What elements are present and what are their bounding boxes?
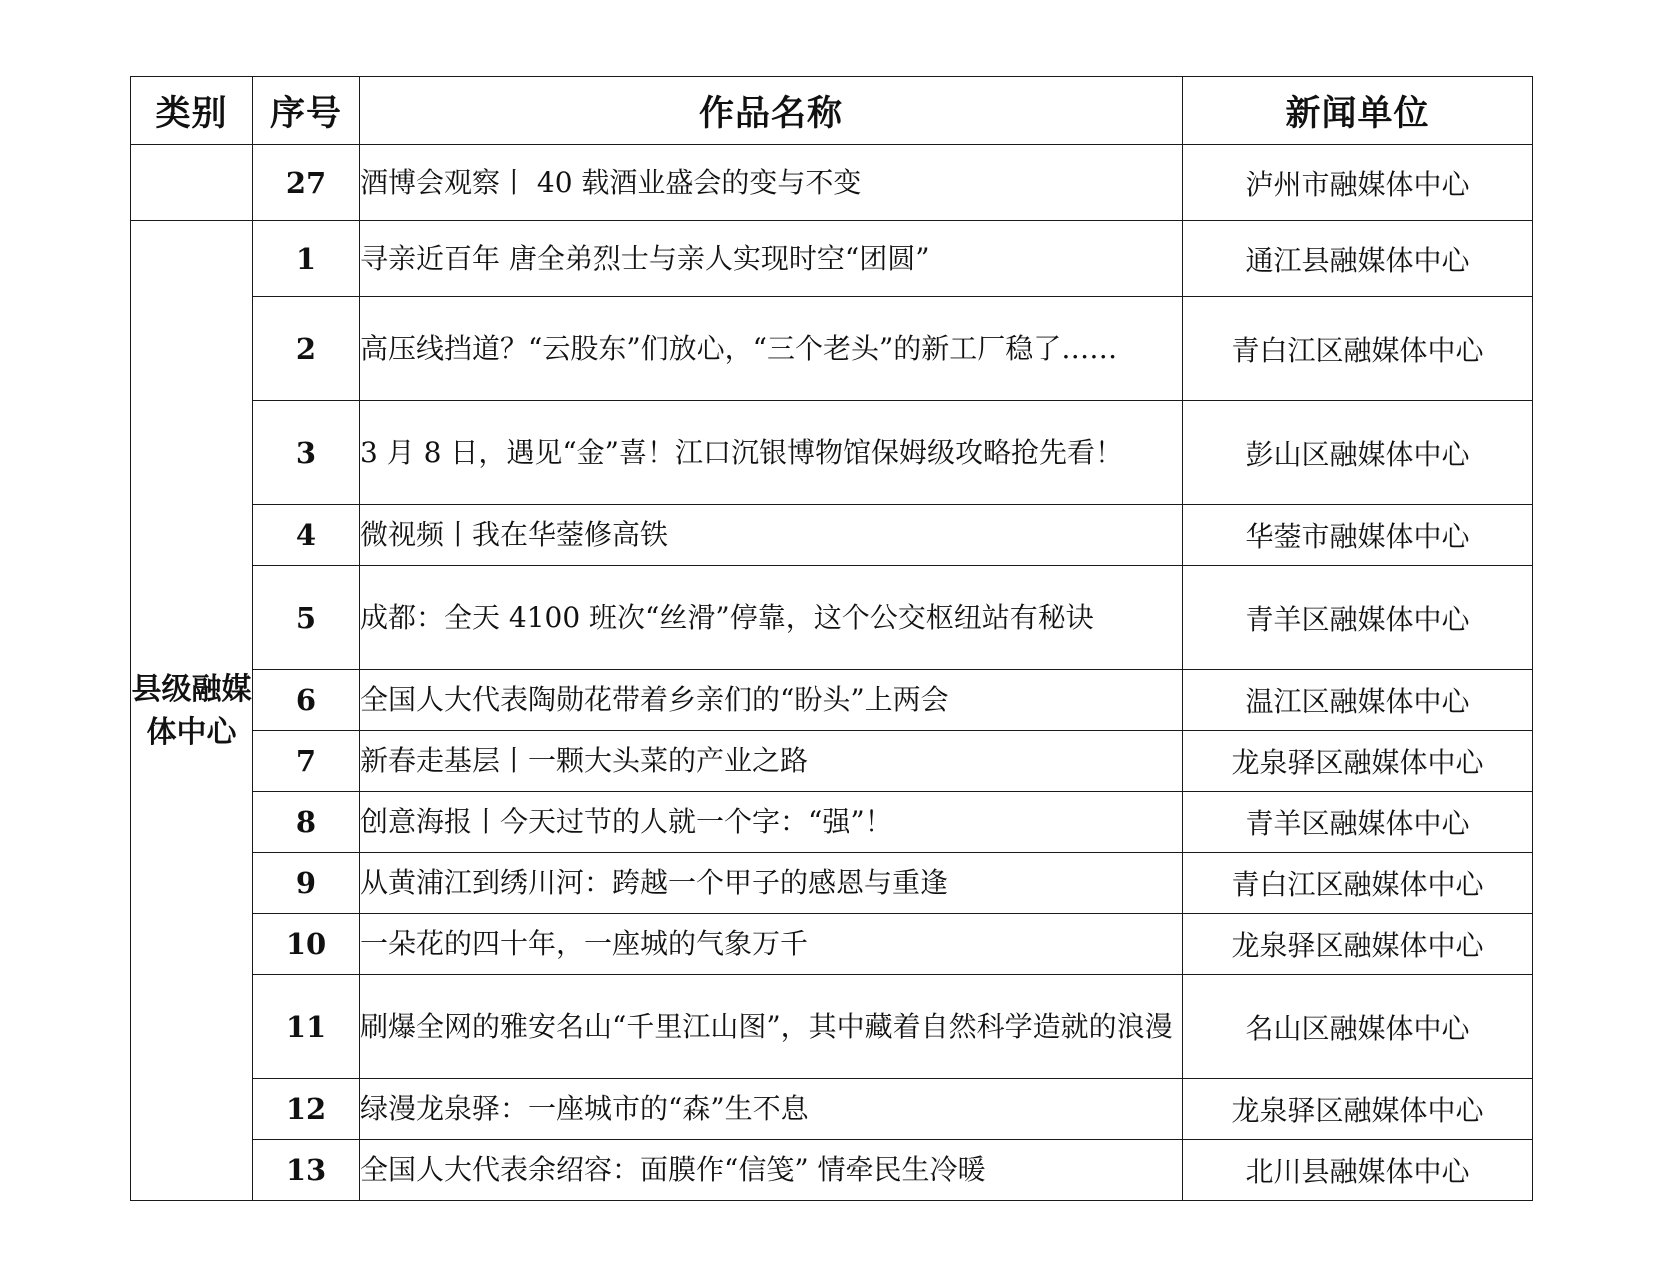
row-number: 3 <box>253 401 360 505</box>
work-title: 3 月 8 日，遇见“金”喜！江口沉银博物馆保姆级攻略抢先看！ <box>360 401 1183 505</box>
news-unit: 通江县融媒体中心 <box>1183 221 1533 297</box>
header-row <box>131 77 1533 145</box>
category-county-media: 县级融媒体中心 <box>131 221 253 1201</box>
news-unit: 华蓥市融媒体中心 <box>1183 505 1533 566</box>
work-title: 酒博会观察丨 40 载酒业盛会的变与不变 <box>360 145 1183 221</box>
work-title: 创意海报丨今天过节的人就一个字：“强”！ <box>360 792 1183 853</box>
table-row <box>131 145 1533 221</box>
row-number: 8 <box>253 792 360 853</box>
work-title: 寻亲近百年 唐全弟烈士与亲人实现时空“团圆” <box>360 221 1183 297</box>
work-title: 全国人大代表陶勋花带着乡亲们的“盼头”上两会 <box>360 670 1183 731</box>
news-unit: 泸州市融媒体中心 <box>1183 145 1533 221</box>
table-row <box>131 731 1533 792</box>
row-number: 13 <box>253 1140 360 1201</box>
table-row <box>131 1140 1533 1201</box>
work-title: 高压线挡道？“云股东”们放心，“三个老头”的新工厂稳了…… <box>360 297 1183 401</box>
table-row <box>131 566 1533 670</box>
news-unit: 彭山区融媒体中心 <box>1183 401 1533 505</box>
row-number: 10 <box>253 914 360 975</box>
work-title: 微视频丨我在华蓥修高铁 <box>360 505 1183 566</box>
news-unit: 北川县融媒体中心 <box>1183 1140 1533 1201</box>
row-number: 6 <box>253 670 360 731</box>
row-number: 2 <box>253 297 360 401</box>
table-row <box>131 914 1533 975</box>
row-number: 9 <box>253 853 360 914</box>
table-row <box>131 401 1533 505</box>
work-title: 一朵花的四十年，一座城的气象万千 <box>360 914 1183 975</box>
table-row <box>131 505 1533 566</box>
work-title: 新春走基层丨一颗大头菜的产业之路 <box>360 731 1183 792</box>
row-number: 5 <box>253 566 360 670</box>
category-cell-empty <box>131 145 253 221</box>
header-unit: 新闻单位 <box>1183 77 1533 145</box>
news-unit: 龙泉驿区融媒体中心 <box>1183 914 1533 975</box>
work-title: 成都：全天 4100 班次“丝滑”停靠，这个公交枢纽站有秘诀 <box>360 566 1183 670</box>
awards-table <box>130 76 1533 1201</box>
news-unit: 青白江区融媒体中心 <box>1183 297 1533 401</box>
work-title: 全国人大代表余绍容：面膜作“信笺” 情牵民生冷暖 <box>360 1140 1183 1201</box>
header-title: 作品名称 <box>360 77 1183 145</box>
news-unit: 名山区融媒体中心 <box>1183 975 1533 1079</box>
row-number: 27 <box>253 145 360 221</box>
table-row <box>131 297 1533 401</box>
row-number: 4 <box>253 505 360 566</box>
work-title: 绿漫龙泉驿：一座城市的“森”生不息 <box>360 1079 1183 1140</box>
table-row <box>131 1079 1533 1140</box>
news-unit: 青白江区融媒体中心 <box>1183 853 1533 914</box>
table-row <box>131 853 1533 914</box>
row-number: 12 <box>253 1079 360 1140</box>
row-number: 1 <box>253 221 360 297</box>
table-row <box>131 670 1533 731</box>
table-row <box>131 975 1533 1079</box>
row-number: 11 <box>253 975 360 1079</box>
row-number: 7 <box>253 731 360 792</box>
work-title: 刷爆全网的雅安名山“千里江山图”，其中藏着自然科学造就的浪漫 <box>360 975 1183 1079</box>
header-number: 序号 <box>253 77 360 145</box>
header-category: 类别 <box>131 77 253 145</box>
news-unit: 龙泉驿区融媒体中心 <box>1183 731 1533 792</box>
table-row <box>131 221 1533 297</box>
work-title: 从黄浦江到绣川河：跨越一个甲子的感恩与重逢 <box>360 853 1183 914</box>
news-unit: 龙泉驿区融媒体中心 <box>1183 1079 1533 1140</box>
news-unit: 青羊区融媒体中心 <box>1183 566 1533 670</box>
table-row <box>131 792 1533 853</box>
news-unit: 温江区融媒体中心 <box>1183 670 1533 731</box>
news-unit: 青羊区融媒体中心 <box>1183 792 1533 853</box>
